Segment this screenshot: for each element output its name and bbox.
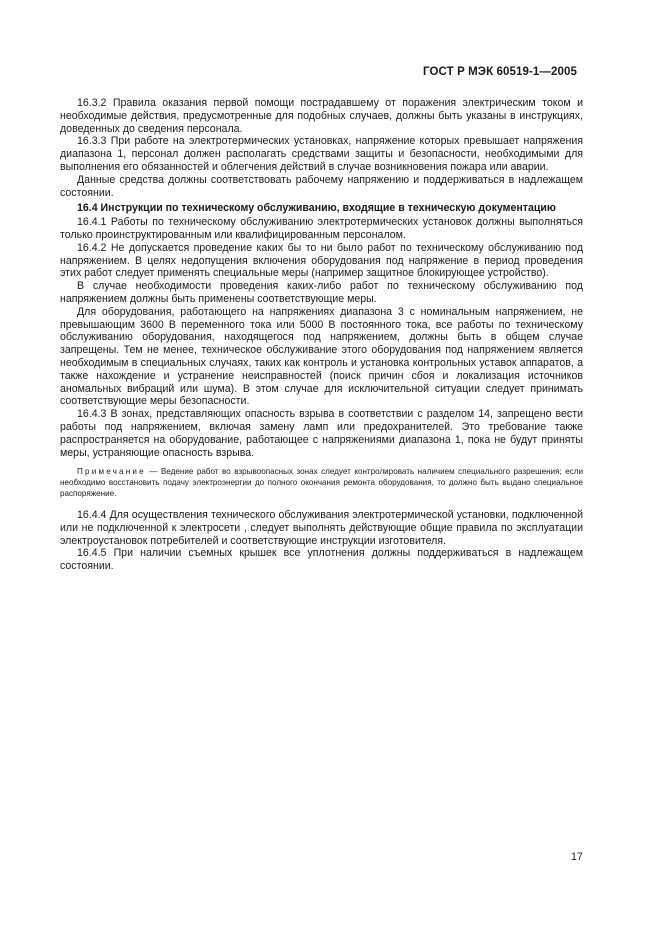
note-text: — Ведение работ во взрывоопасных зонах следует контролировать наличием специального разрешения; если необходимо восстановить подачу электроэнергии до полного окончания ремонта оборудования, то должно быть выдано специальное распоряжение. <box>60 467 583 499</box>
clause-16-3-3-continuation: Данные средства должны соответствовать рабочему напряжению и поддерживаться в надлежащем состоянии. <box>60 173 583 199</box>
clause-16-3-3: 16.3.3 При работе на электротермических установках, напряжение которых превышает напряжения диапазона 1, персонал должен располагать средствами защиты и безопасности, необходимыми для выполнения его обязанностей и облегчения действий в случае возникновения пожара или аварии. <box>60 135 583 173</box>
clause-16-4-2-continuation-1: В случае необходимости проведения каких-либо работ по техническому обслуживанию под напряжением должны быть применены соответствующие меры. <box>60 280 583 305</box>
clause-16-4-4: 16.4.4 Для осуществления технического обслуживания электротермической установки, подключенной или не подключенной к электросети , следует выполнять действующие общие правила по эксплуатации электроустановок потребителей и соответствующие инструкции изготовителя. <box>60 509 583 547</box>
note-label: Примечание <box>77 467 146 477</box>
page-number: 17 <box>571 851 583 863</box>
clause-16-4-2: 16.4.2 Не допускается проведение каких бы то ни было работ по техническому обслуживанию под напряжением. В целях недопущения включения оборудования под напряжение в период проведения этих работ следует применять специальные меры (например защитное блокирующее устройство). <box>60 241 583 280</box>
note-explosive-zones <box>60 467 583 500</box>
clause-16-4-1: 16.4.1 Работы по техническому обслуживанию электротермических установок должны выполняться только проинструктированным или квалифицированным персоналом. <box>60 216 583 241</box>
clause-16-4-5: 16.4.5 При наличии съемных крышек все уплотнения должны поддерживаться в надлежащем состоянии. <box>60 547 583 573</box>
standard-code-header: ГОСТ Р МЭК 60519-1—2005 <box>423 66 577 78</box>
clause-16-4-2-continuation-2: Для оборудования, работающего на напряжениях диапазона 3 с номинальным напряжением, не превышающим 3600 В переменного тока или 5000 В постоянного тока, все работы по техническому обслуживанию оборудования, находящегося под напряжением, должны быть в общем случае запрещены. Тем не менее, техническое обслуживание этого оборудования под напряжением является необходимым в специальных случаях, таких как контроль и установка контрольных уставок аппаратов, а также нахождение и устранение неисправностей (поиск причин сбоя и локализация источников аномальных вибраций или шума). В этом случае для исключительной ситуации следует принимать соответствующие меры безопасности. <box>60 305 583 408</box>
section-heading-16-4: 16.4 Инструкции по техническому обслуживанию, входящие в техническую документацию <box>77 202 556 215</box>
clause-16-4-3: 16.4.3 В зонах, представляющих опасность взрыва в соответствии с разделом 14, запрещено вести работы под напряжением, включая замену ламп или предохранителей. Это требование также распространяется на оборудование, работающее с напряжениями диапазона 1, пока не будут приняты меры, устраняющие опасность взрыва. <box>60 408 583 459</box>
clause-16-3-2: 16.3.2 Правила оказания первой помощи пострадавшему от поражения электрическим током и необходимые действия, предусмотренные для подобных случаев, должны быть указаны в инструкциях, доведенных до сведения персонала. <box>60 97 583 135</box>
document-body <box>60 97 583 573</box>
